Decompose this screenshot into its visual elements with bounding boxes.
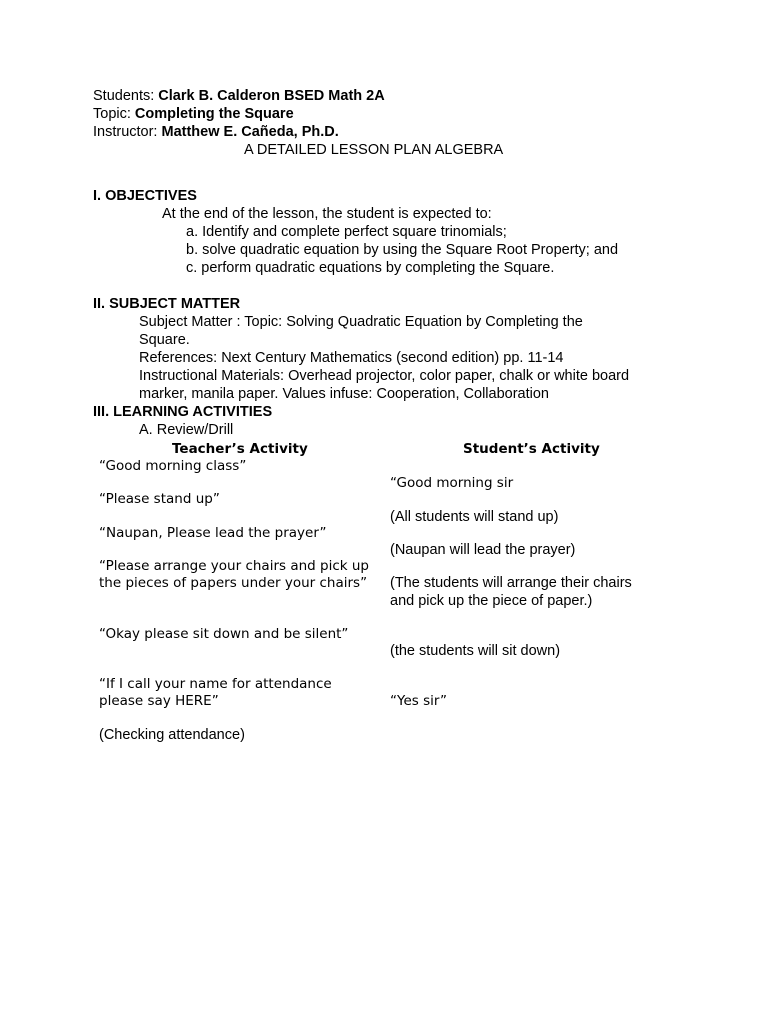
student-line: and pick up the piece of paper.) xyxy=(390,593,593,609)
teacher-line: “Please arrange your chairs and pick up xyxy=(99,558,369,574)
instructor-line xyxy=(93,123,339,141)
student-line: “Yes sir” xyxy=(390,693,447,709)
objective-item: c. perform quadratic equations by completing the Square. xyxy=(186,260,555,276)
subject-matter-heading: II. SUBJECT MATTER xyxy=(93,296,241,312)
teacher-line: “Okay please sit down and be silent” xyxy=(99,626,349,642)
plan-title: A DETAILED LESSON PLAN ALGEBRA xyxy=(244,142,504,158)
objectives-heading: I. OBJECTIVES xyxy=(93,188,197,204)
students-value: Clark B. Calderon BSED Math 2A xyxy=(158,88,385,104)
topic-label: Topic: xyxy=(93,106,135,122)
teacher-line: “If I call your name for attendance xyxy=(99,676,332,692)
teacher-line: please say HERE” xyxy=(99,693,219,709)
student-line: (Naupan will lead the prayer) xyxy=(390,542,576,558)
instructor-value: Matthew E. Cañeda, Ph.D. xyxy=(161,124,339,140)
teacher-line: “Naupan, Please lead the prayer” xyxy=(99,525,327,541)
instructor-label: Instructor: xyxy=(93,124,162,140)
teacher-line: (Checking attendance) xyxy=(99,727,245,743)
review-drill-subheading: A. Review/Drill xyxy=(139,422,234,438)
objective-item: a. Identify and complete perfect square trinomials; xyxy=(186,224,507,240)
objectives-intro: At the end of the lesson, the student is expected to: xyxy=(162,206,492,222)
teacher-line: “Good morning class” xyxy=(99,458,247,474)
teacher-line: “Please stand up” xyxy=(99,491,220,507)
student-line: “Good morning sir xyxy=(390,475,514,491)
subject-matter-line: Instructional Materials: Overhead projector, color paper, chalk or white board xyxy=(139,368,630,384)
student-line: (the students will sit down) xyxy=(390,643,561,659)
topic-value: Completing the Square xyxy=(134,106,294,122)
student-activity-header: Student’s Activity xyxy=(463,441,600,457)
teacher-activity-header: Teacher’s Activity xyxy=(172,441,308,457)
teacher-line: the pieces of papers under your chairs” xyxy=(99,575,368,591)
subject-matter-line: Subject Matter : Topic: Solving Quadratic Equation by Completing the xyxy=(139,314,583,330)
learning-activities-heading: III. LEARNING ACTIVITIES xyxy=(93,404,273,420)
students-line xyxy=(93,87,385,105)
subject-matter-line: References: Next Century Mathematics (second edition) pp. 11-14 xyxy=(139,350,564,366)
student-line: (The students will arrange their chairs xyxy=(390,575,632,591)
students-label: Students: xyxy=(93,88,159,104)
topic-line xyxy=(93,105,294,123)
objective-item: b. solve quadratic equation by using the Square Root Property; and xyxy=(186,242,619,258)
subject-matter-line: Square. xyxy=(139,332,190,348)
student-line: (All students will stand up) xyxy=(390,509,559,525)
subject-matter-line: marker, manila paper. Values infuse: Cooperation, Collaboration xyxy=(139,386,549,402)
